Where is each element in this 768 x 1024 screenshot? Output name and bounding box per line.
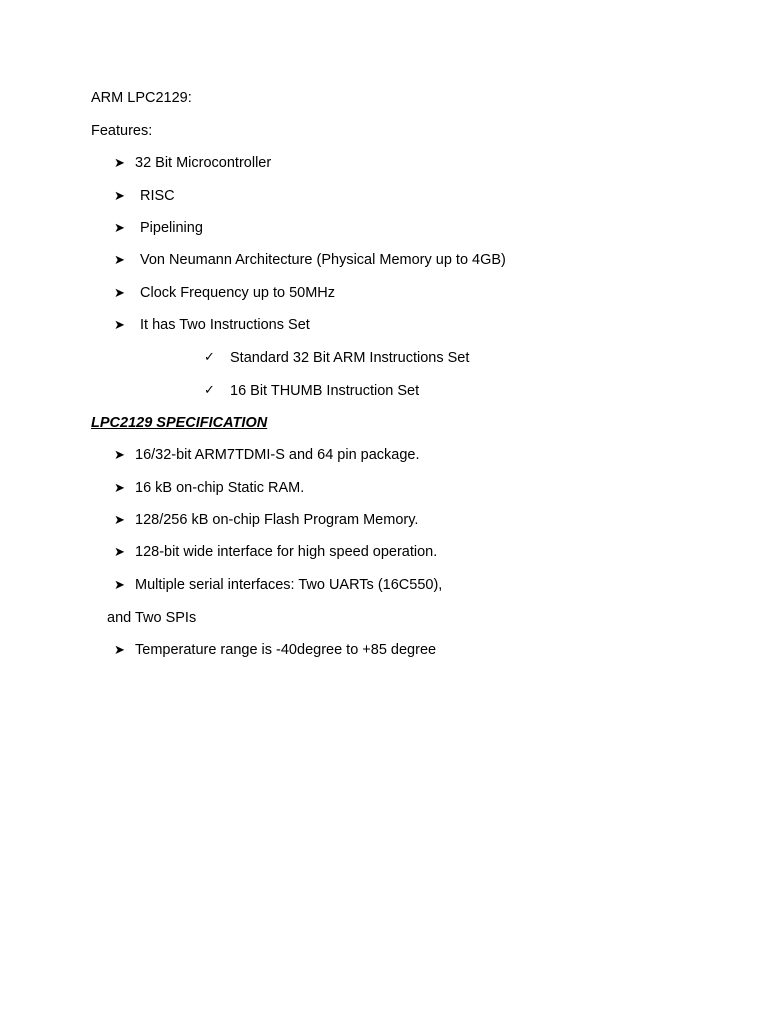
arrow-bullet-icon: ➤ [114, 252, 125, 267]
spec-continuation: and Two SPIs [107, 610, 197, 626]
doc-title: ARM LPC2129: [91, 90, 192, 106]
arrow-bullet-icon: ➤ [114, 544, 125, 559]
spec-item: Multiple serial interfaces: Two UARTs (16C550), [135, 577, 443, 593]
feature-item: Von Neumann Architecture (Physical Memory up to 4GB) [140, 252, 506, 268]
arrow-bullet-icon: ➤ [114, 480, 125, 495]
checkmark-icon: ✓ [204, 382, 215, 397]
arrow-bullet-icon: ➤ [114, 642, 125, 657]
arrow-bullet-icon: ➤ [114, 512, 125, 527]
feature-item: Clock Frequency up to 50MHz [140, 285, 336, 301]
arrow-bullet-icon: ➤ [114, 155, 125, 170]
checkmark-icon: ✓ [204, 349, 215, 364]
feature-item: 32 Bit Microcontroller [135, 155, 272, 171]
arrow-bullet-icon: ➤ [114, 447, 125, 462]
feature-item: RISC [140, 188, 175, 204]
spec-heading: LPC2129 SPECIFICATION [91, 415, 268, 431]
arrow-bullet-icon: ➤ [114, 220, 125, 235]
spec-item: 128/256 kB on-chip Flash Program Memory. [135, 512, 419, 528]
instruction-set-item: 16 Bit THUMB Instruction Set [230, 383, 420, 399]
feature-item: It has Two Instructions Set [140, 317, 310, 333]
spec-item: 16 kB on-chip Static RAM. [135, 480, 305, 496]
arrow-bullet-icon: ➤ [114, 317, 125, 332]
instruction-set-item: Standard 32 Bit ARM Instructions Set [230, 350, 470, 366]
arrow-bullet-icon: ➤ [114, 577, 125, 592]
arrow-bullet-icon: ➤ [114, 285, 125, 300]
feature-item: Pipelining [140, 220, 203, 236]
features-label: Features: [91, 123, 153, 139]
arrow-bullet-icon: ➤ [114, 188, 125, 203]
spec-item: 128-bit wide interface for high speed operation. [135, 544, 438, 560]
spec-item: 16/32-bit ARM7TDMI-S and 64 pin package. [135, 447, 420, 463]
spec-item: Temperature range is -40degree to +85 degree [135, 642, 437, 658]
